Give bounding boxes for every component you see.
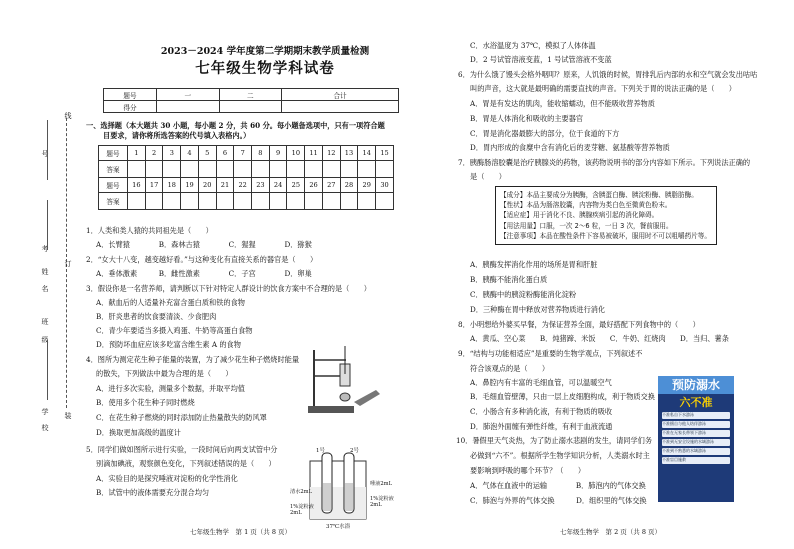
- grid-label: 答案: [99, 193, 128, 210]
- side-label-school-b: 校: [41, 424, 49, 433]
- answer-cell[interactable]: [145, 193, 163, 210]
- grid-label: 题号: [99, 146, 128, 161]
- answer-cell[interactable]: [358, 161, 376, 178]
- answer-cell[interactable]: [128, 161, 146, 178]
- drowning-prevention-poster: [658, 376, 734, 502]
- right-q-line: C．肺泡与外界的气体交换 D．组织里的气体交换: [470, 496, 647, 505]
- grid-number: 3: [163, 146, 181, 161]
- answer-cell[interactable]: [269, 161, 287, 178]
- left-q-line: D．预防坏血症应该多吃富含维生素 A 的食物: [96, 340, 241, 349]
- answer-cell[interactable]: [181, 161, 199, 178]
- left-q-line: B．试管中的液体需要充分混合均匀: [96, 488, 210, 497]
- right-q-line: D．三种酶在胃中释放对营养物质进行消化: [470, 305, 606, 314]
- right-q-line: 是（ ）: [470, 172, 506, 181]
- answer-cell[interactable]: [198, 161, 216, 178]
- answer-cell[interactable]: [287, 193, 305, 210]
- left-q-line: C．在花生种子燃烧的同时添加防止热量散失的防风罩: [96, 413, 267, 422]
- right-q-line: 必做到“六不”。根据所学生物学知识分析，人类溺水时主: [470, 451, 650, 460]
- left-liquid-label: 清水2mL: [290, 489, 313, 495]
- left-q-line: 2．“女大十八变，越变越好看。”与这种变化有直接关系的器官是（ ）: [86, 255, 318, 264]
- grid-number: 28: [340, 178, 358, 193]
- answer-cell[interactable]: [234, 193, 252, 210]
- grid-number: 9: [269, 146, 287, 161]
- side-label-exam: 考: [41, 245, 49, 254]
- footer-page-1: 七年级生物学 第 1 页（共 8 页）: [190, 528, 292, 536]
- score-cell: 题号: [104, 89, 157, 101]
- grid-number: 1: [128, 146, 146, 161]
- right-q-line: A．胃是有发达的肌肉，能收缩蠕动，但不能吸收营养物质: [470, 99, 655, 108]
- side-label-name-b: 名: [41, 285, 49, 294]
- grid-number: 14: [358, 146, 376, 161]
- right-q-line: C．小肠含有多种消化液，有利于物质的吸收: [470, 407, 613, 416]
- grid-number: 12: [322, 146, 340, 161]
- tube1-label: 1号: [316, 448, 325, 454]
- answer-cell[interactable]: [163, 161, 181, 178]
- grid-number: 23: [252, 178, 270, 193]
- drug-line: 【用法用量】口服，一次 2～6 粒，一日 3 次，餐前服用。: [500, 221, 673, 230]
- left-q-line: C．青少年要适当多摄入鸡蛋、牛奶等高蛋白食物: [96, 326, 253, 335]
- grid-number: 2: [145, 146, 163, 161]
- side-mark-order: 订: [64, 260, 72, 269]
- left-q-line: A．垂体激素 B．雌性激素 C．子宫 D．卵巢: [96, 269, 312, 278]
- drug-line: 【性状】本品为肠溶胶囊，内容物为类白色至微黄色粉末。: [500, 201, 672, 210]
- answer-cell[interactable]: [322, 161, 340, 178]
- grid-number: 18: [163, 178, 181, 193]
- peanut-apparatus-figure: [302, 344, 388, 418]
- left-q-line: 3．假设你是一名营养师，请判断以下针对特定人群设计的饮食方案中不合理的是（ ）: [86, 284, 371, 293]
- poster-rule: 不准私自下水游泳: [662, 412, 730, 419]
- right-q-line: A．黄瓜、空心菜 B．炖猪蹄、米饭 C．牛奶、红烧肉 D．当归、薯条: [470, 334, 729, 343]
- grid-number: 5: [198, 146, 216, 161]
- right-q-line: C．胰酶中的胰淀粉酶能消化淀粉: [470, 290, 577, 299]
- right-q-line: D．胃内形成的食糜中含有消化后的麦芽糖、氨基酸等营养物质: [470, 143, 670, 152]
- left-q-line: 4．图所为测定花生种子能量的装置，为了减少花生种子燃烧时能量: [86, 355, 300, 364]
- exam-subject: 七年级生物学科试卷: [195, 60, 335, 77]
- footer-page-2: 七年级生物学 第 2 页（共 8 页）: [560, 528, 662, 536]
- answer-cell[interactable]: [340, 161, 358, 178]
- drug-line: 【注意事项】本品在酸性条件下容易被破坏，服用时不可以咀嚼药片等。: [500, 231, 711, 240]
- side-label-class-b: 级: [41, 336, 49, 345]
- side-label-number-a: 号: [41, 150, 49, 159]
- grid-number: 26: [305, 178, 323, 193]
- answer-cell[interactable]: [376, 193, 394, 210]
- score-cell-input[interactable]: [219, 101, 282, 113]
- right-q-line: A．气体在血液中的运输 B．肺泡内的气体交换: [470, 481, 646, 490]
- score-cell-input[interactable]: [282, 101, 399, 113]
- poster-rule: 不准在无家长带领下游泳: [662, 430, 730, 437]
- drug-instructions-box: [495, 186, 717, 245]
- grid-number: 29: [358, 178, 376, 193]
- right-q-line: 叫的声音，这大就是最明确的需要直找的声音。下列关于胃的说法正确的是（ ）: [470, 84, 736, 93]
- poster-rule: 不准到无安全设施的水域游泳: [662, 439, 730, 446]
- answer-cell[interactable]: [234, 161, 252, 178]
- grid-number: 11: [305, 146, 323, 161]
- grid-number: 21: [216, 178, 234, 193]
- grid-number: 27: [322, 178, 340, 193]
- section1-heading: 一、选择题（本大题共 30 小题，每小题 2 分，共 60 分。每小题备选项中，只有一项符合题: [86, 121, 385, 130]
- drug-line: 【适应症】用于消化不良、胰腺疾病引起的消化障碍。: [500, 211, 659, 220]
- answer-cell[interactable]: [216, 193, 234, 210]
- right-q-line: 9．“结构与功能相适应”是重要的生物学观点，下列叙述不: [458, 349, 643, 358]
- left-q-line: 别滴加碘液，观察颜色变化，下列叙述错误的是（ ）: [96, 459, 276, 468]
- answer-cell[interactable]: [181, 193, 199, 210]
- grid-number: 20: [198, 178, 216, 193]
- answer-grid: [98, 145, 394, 210]
- right-q-line: 10．暑假里天气炎热，为了防止溺水悲剧的发生，请同学们务: [456, 436, 653, 445]
- side-underline-2: [47, 200, 48, 250]
- side-mark-bind: 装: [64, 412, 72, 421]
- right-q-line: 8．小明想给外婆买早餐，为保证营养全面，最好搭配下列食物中的（ ）: [458, 320, 700, 329]
- right-q-line: C．水浴温度为 37℃，模拟了人体体温: [470, 41, 596, 50]
- grid-number: 8: [252, 146, 270, 161]
- left-q-line: D．换取更加高级的温度计: [96, 428, 181, 437]
- needle-holder: [354, 390, 380, 406]
- side-underline-3: [47, 340, 48, 400]
- answer-cell[interactable]: [376, 161, 394, 178]
- stand-base: [308, 406, 354, 413]
- poster-rule: 不准擅自与他人结伴游泳: [662, 421, 730, 428]
- answer-cell[interactable]: [340, 193, 358, 210]
- grid-number: 10: [287, 146, 305, 161]
- grid-number: 24: [269, 178, 287, 193]
- bath-label: 37℃水浴: [326, 524, 351, 530]
- right-q-line: B．胰酶不能消化蛋白质: [470, 275, 548, 284]
- grid-number: 6: [216, 146, 234, 161]
- poster-title: 预防溺水: [658, 376, 734, 394]
- poster-rule: 不准到不熟悉的水域游泳: [662, 448, 730, 455]
- poster-rule: 不准盲目施救: [662, 457, 730, 464]
- answer-cell[interactable]: [128, 193, 146, 210]
- right-starch-label: 1%淀粉液2mL: [370, 496, 394, 508]
- side-underline-1: [47, 120, 48, 180]
- left-q-line: A．实验目的是探究唾液对淀粉的化学性消化: [96, 474, 238, 483]
- grid-number: 16: [128, 178, 146, 193]
- right-q-line: B．胃是人体消化和吸收的主要器官: [470, 114, 584, 123]
- right-q-line: D．肺泡外面缠有弹性纤维，有利于血液流通: [470, 422, 613, 431]
- answer-cell[interactable]: [269, 193, 287, 210]
- grid-number: 7: [234, 146, 252, 161]
- drug-line: 【成分】本品主要成分为胰酶，含胰蛋白酶、胰淀粉酶、胰脂肪酶。: [500, 191, 698, 199]
- side-label-class-a: 班: [41, 318, 49, 327]
- score-cell: 一: [157, 89, 220, 101]
- left-q-line: B．使用多个花生种子同时燃烧: [96, 398, 195, 407]
- grid-number: 25: [287, 178, 305, 193]
- right-q-line: C．胃是消化器最膨大的部分，位于食道的下方: [470, 129, 620, 138]
- right-q-line: 6．为什么饿了馒头会格外咽叩？原来，人饥饿的时候，胃排乳后内部的水和空气就会发出咕咕: [458, 70, 758, 79]
- grid-number: 4: [181, 146, 199, 161]
- answer-cell[interactable]: [216, 161, 234, 178]
- right-q-line: D．2 号试管溶液变蓝，1 号试管溶液不变蓝: [470, 55, 612, 64]
- side-label-name-a: 姓: [41, 268, 49, 277]
- left-q-line: A．进行多次实验，测量多个数据，并取平均值: [96, 384, 245, 393]
- grid-number: 30: [376, 178, 394, 193]
- score-cell: 二: [219, 89, 282, 101]
- score-table: [103, 88, 399, 113]
- tube2-label: 2号: [350, 448, 359, 454]
- right-q-line: B．毛细血管壁薄，只由一层上皮细胞构成，利于物质交换: [470, 392, 655, 401]
- exam-title: 2023－2024 学年度第二学期期末教学质量检测: [160, 46, 370, 57]
- grid-number: 22: [234, 178, 252, 193]
- grid-label: 答案: [99, 161, 128, 178]
- left-starch-label: 1%淀粉液2mL: [290, 504, 314, 516]
- right-q-line: 符合该观点的是（ ）: [470, 364, 550, 373]
- answer-cell[interactable]: [145, 161, 163, 178]
- score-cell: 得分: [104, 101, 157, 113]
- answer-cell[interactable]: [252, 193, 270, 210]
- right-liquid-label: 唾液2mL: [370, 481, 393, 487]
- side-label-school-a: 学: [41, 408, 49, 417]
- right-q-line: A．胰酶发挥消化作用的场所是胃和肝脏: [470, 260, 598, 269]
- left-q-line: B．肝炎患者的饮食要清淡、少食肥肉: [96, 312, 217, 321]
- right-q-line: A．鼻腔内有丰富的毛细血管，可以温暖空气: [470, 378, 612, 387]
- answer-cell[interactable]: [322, 193, 340, 210]
- answer-cell[interactable]: [287, 161, 305, 178]
- right-q-line: 7．胰酶肠溶胶囊是治疗胰腺炎的药物，该药物说明书的部分内容如下所示。下列说法正确的: [458, 158, 751, 167]
- answer-cell[interactable]: [252, 161, 270, 178]
- score-cell: 合计: [282, 89, 399, 101]
- left-q-line: A．献血后的人适量补充富含蛋白质和铁的食物: [96, 298, 245, 307]
- grid-number: 15: [376, 146, 394, 161]
- grid-number: 17: [145, 178, 163, 193]
- grid-number: 19: [181, 178, 199, 193]
- answer-cell[interactable]: [163, 193, 181, 210]
- answer-cell[interactable]: [305, 161, 323, 178]
- answer-cell[interactable]: [198, 193, 216, 210]
- score-cell-input[interactable]: [157, 101, 220, 113]
- section1-heading-cont: 目要求，请你将所选答案的代号填入表格内。）: [103, 131, 251, 140]
- left-q-line: 的散失，下列做法中最为合理的是（ ）: [96, 369, 233, 378]
- grid-number: 13: [340, 146, 358, 161]
- left-q-line: 1．人类和类人猿的共同祖先是（ ）: [86, 226, 213, 235]
- left-q-line: 5．同学们做如图所示进行实验，一段时间后向两支试管中分: [86, 445, 278, 454]
- grid-label: 题号: [99, 178, 128, 193]
- answer-cell[interactable]: [358, 193, 376, 210]
- left-q-line: A．长臂猿 B．森林古猿 C．猩猩 D．猕猴: [96, 240, 312, 249]
- answer-cell[interactable]: [305, 193, 323, 210]
- side-mark-line: 线: [64, 112, 72, 121]
- peanut-seed: [340, 393, 350, 401]
- right-q-line: 要影响到呼吸的哪个环节？（ ）: [470, 466, 586, 475]
- poster-subtitle: 六不准: [679, 396, 713, 409]
